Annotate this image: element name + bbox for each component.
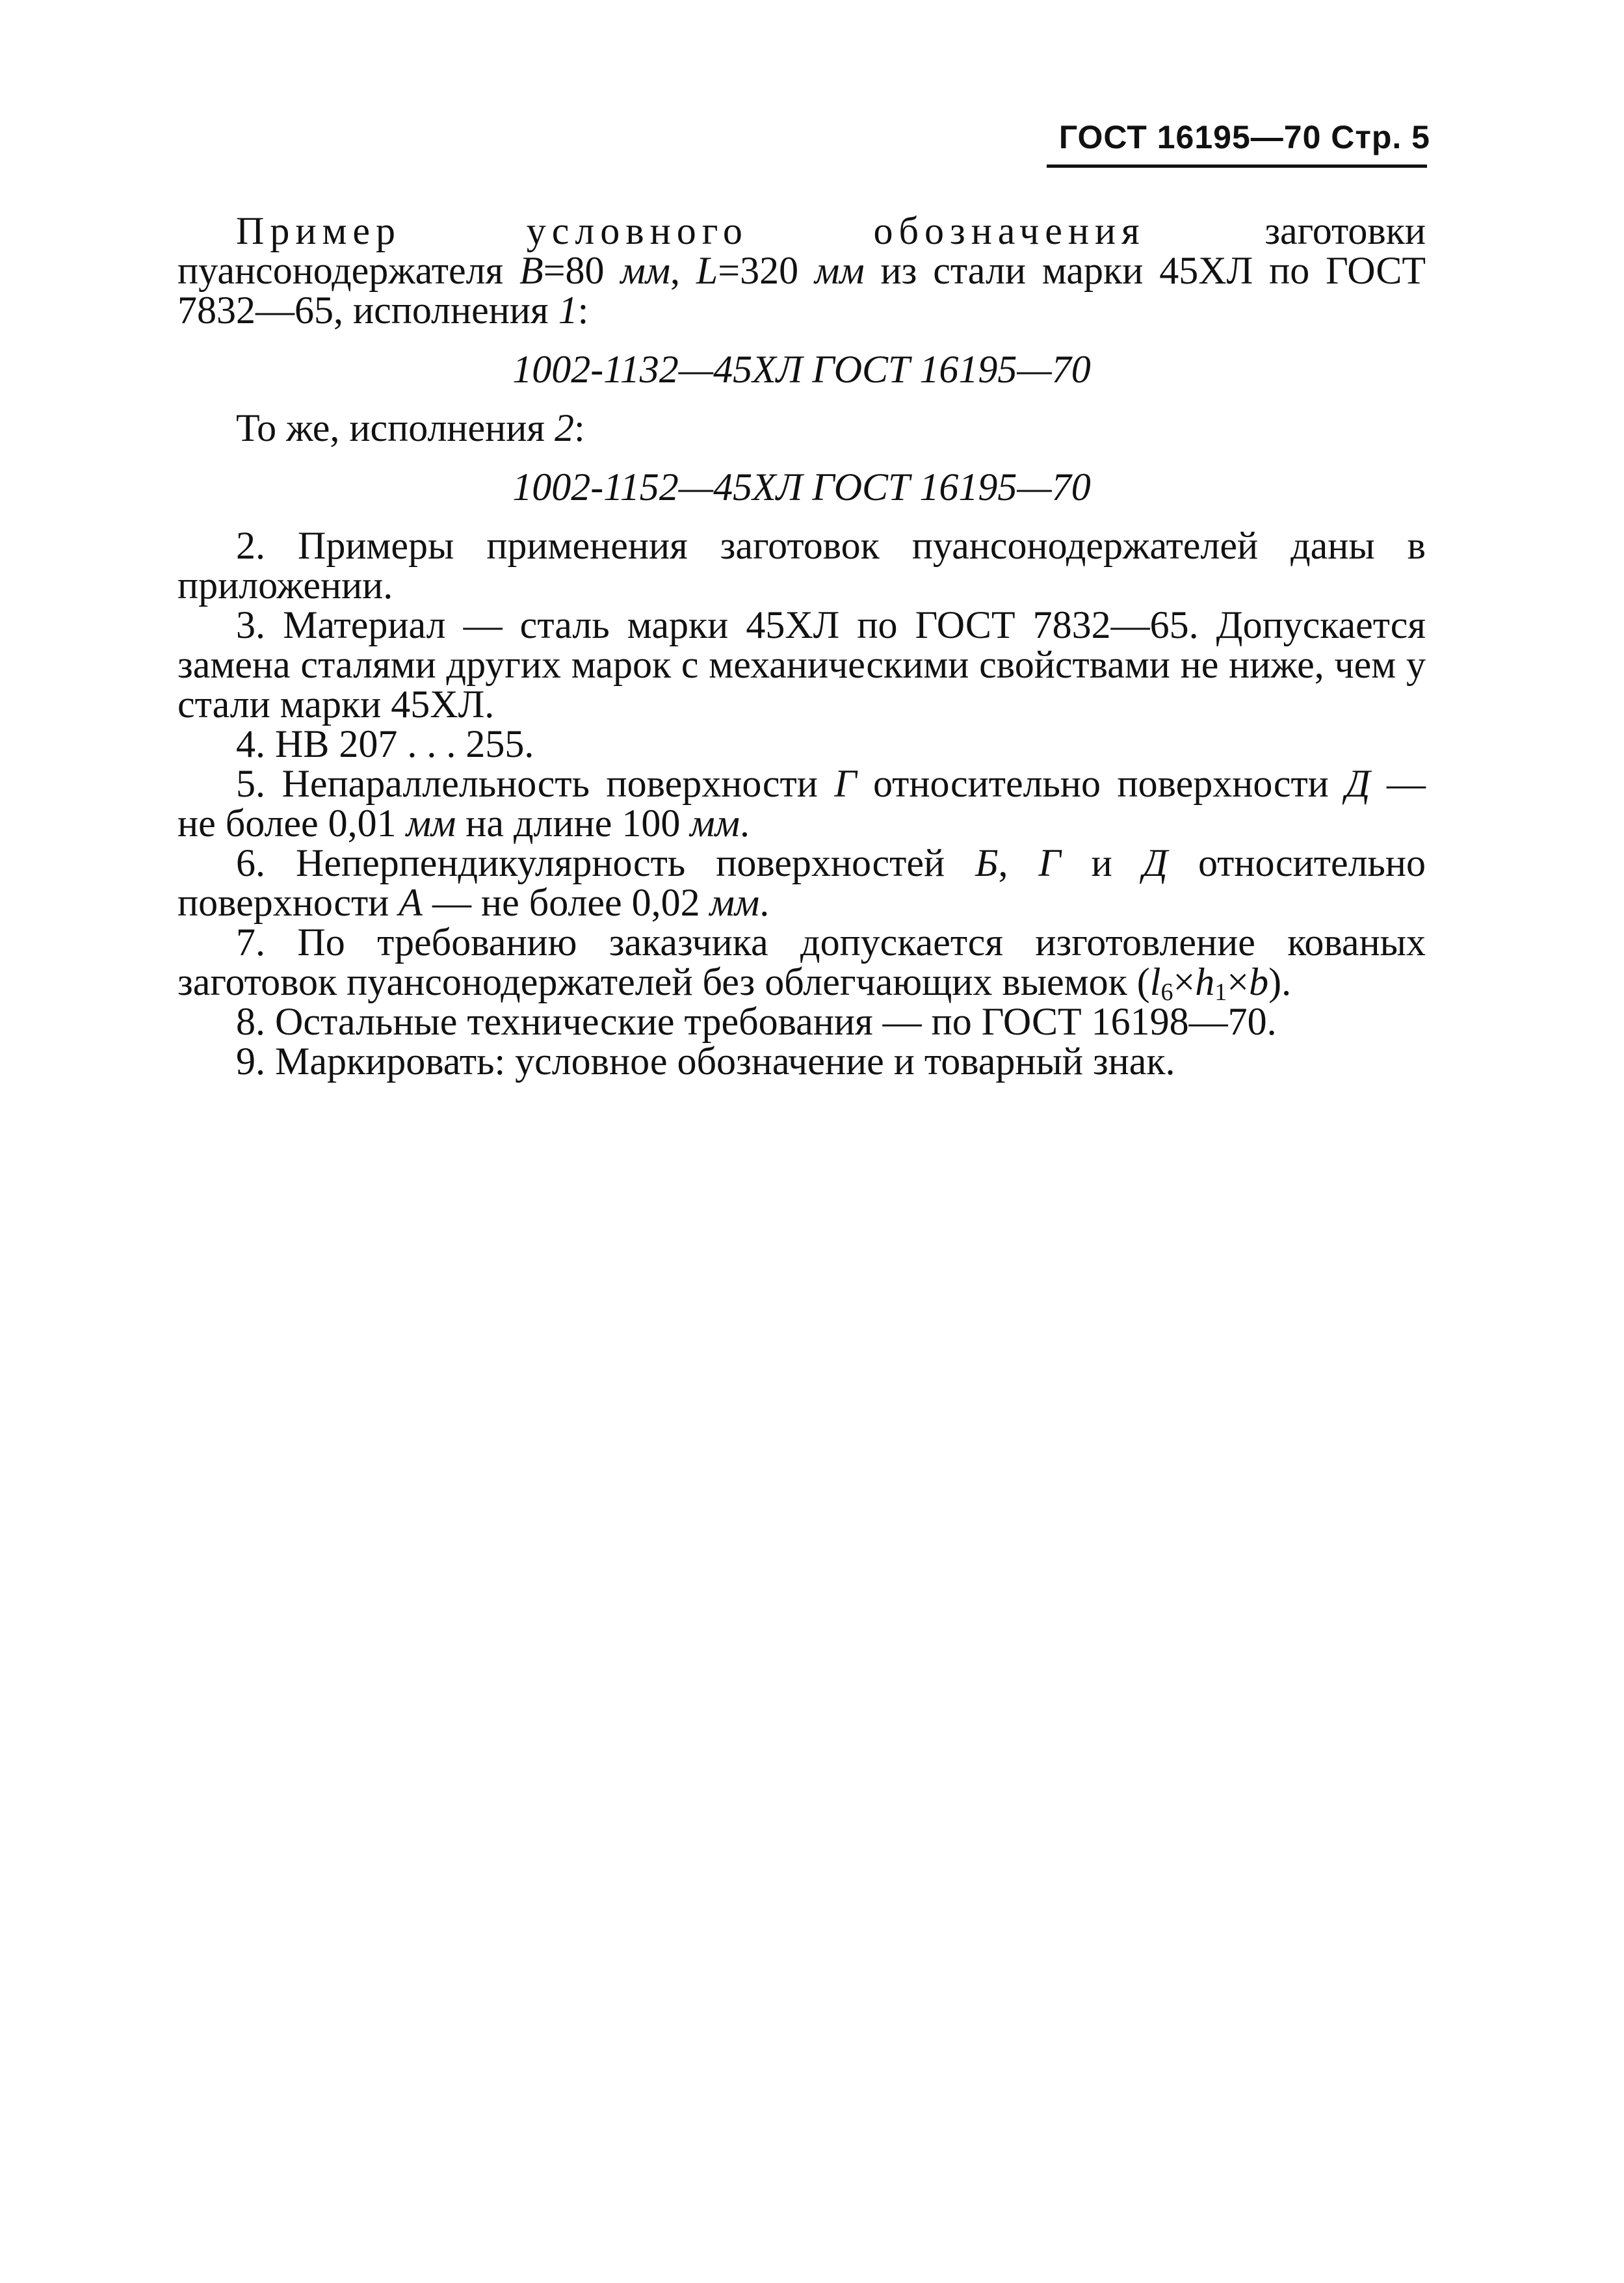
item-6-surface-b: Б xyxy=(975,841,999,884)
example-b-label: B xyxy=(519,249,544,292)
item-6-surface-d: Д xyxy=(1142,841,1168,884)
item-5-mm-unit-2: мм xyxy=(690,802,740,845)
example-colon-1: : xyxy=(577,289,589,332)
item-7-h-symbol: h xyxy=(1195,960,1215,1003)
item-7-l-symbol: l xyxy=(1149,960,1161,1003)
item-4: 4. НВ 207 . . . 255. xyxy=(236,722,534,765)
example-b-value: =80 xyxy=(543,249,621,292)
item-7-text-end: ). xyxy=(1268,960,1292,1003)
item-6-text-c: и xyxy=(1060,841,1143,884)
item-7-b-symbol: b xyxy=(1249,960,1269,1003)
item-5-text-b: относительно поверхности xyxy=(856,762,1346,805)
example-intro-rest: заготовки пуансонодержателя xyxy=(177,209,1426,292)
designation-1: 1002-1132—45ХЛ ГОСТ 16195—70 xyxy=(512,348,1091,391)
example-intro-spaced: Пример условного обозначения xyxy=(236,209,1146,252)
item-3: 3. Материал — сталь марки 45ХЛ по ГОСТ 7832—65. Допускается замена сталями других марок с механическими свойствами не ниже, чем у стали марки 45ХЛ. xyxy=(177,603,1426,726)
item-2: 2. Примеры применения заготовок пуансонодержателей даны в приложении. xyxy=(177,524,1426,607)
item-8: 8. Остальные технические требования — по ГОСТ 16198—70. xyxy=(236,1000,1277,1043)
item-6-text-e: — не более 0,02 xyxy=(422,881,710,924)
item-6-text-f: . xyxy=(759,881,770,924)
item-9: 9. Маркировать: условное обозначение и товарный знак. xyxy=(236,1040,1175,1083)
item-7-times-1: × xyxy=(1173,960,1196,1003)
item-7-text-a: 7. По требованию заказчика допускается изготовление кованых заготовок пуансонодержателей без облегчающих выемок ( xyxy=(177,921,1426,1003)
page-header: ГОСТ 16195—70 Стр. 5 xyxy=(1058,119,1430,155)
item-6-text-b: , xyxy=(998,841,1039,884)
example-colon-2: : xyxy=(574,406,585,449)
item-6-text-a: 6. Неперпендикулярность поверхностей xyxy=(236,841,976,884)
item-6 xyxy=(177,843,1426,923)
item-5-text-a: 5. Непараллельность поверхности xyxy=(236,762,835,805)
item-5-text-d: на длине 100 xyxy=(456,802,690,845)
header-rule xyxy=(1047,165,1427,168)
example-tail: из стали марки 45ХЛ по ГОСТ 7832—65, исполнения xyxy=(177,249,1426,332)
item-7 xyxy=(177,921,1426,1006)
example-paragraph xyxy=(177,211,1426,330)
example-separator: , xyxy=(670,249,696,292)
item-6-surface-a: А xyxy=(399,881,423,924)
designation-2: 1002-1152—45ХЛ ГОСТ 16195—70 xyxy=(512,466,1091,508)
item-5-surface-g: Г xyxy=(834,762,857,805)
item-6-text-d: относительно поверхности xyxy=(177,841,1426,924)
item-7-l-subscript: 6 xyxy=(1160,979,1173,1006)
example-mm-unit: мм xyxy=(620,249,671,292)
item-5 xyxy=(177,764,1426,843)
example-variant-1: 1 xyxy=(558,289,578,332)
example-l-value: =320 xyxy=(718,249,815,292)
item-5-text-c: — не более 0,01 xyxy=(177,762,1426,845)
same-paragraph xyxy=(177,408,1426,448)
item-7-times-2: × xyxy=(1227,960,1250,1003)
example-mm-unit-2: мм xyxy=(815,249,865,292)
same-text: То же, исполнения xyxy=(236,406,555,449)
item-6-surface-g: Г xyxy=(1038,841,1061,884)
item-5-mm-unit: мм xyxy=(406,802,456,845)
item-5-surface-d: Д xyxy=(1345,762,1370,805)
item-6-mm-unit: мм xyxy=(709,881,760,924)
item-7-h-subscript: 1 xyxy=(1214,979,1227,1006)
example-l-label: L xyxy=(696,249,718,292)
example-variant-2: 2 xyxy=(555,406,574,449)
body-text xyxy=(177,211,1426,1081)
item-5-text-e: . xyxy=(739,802,750,845)
